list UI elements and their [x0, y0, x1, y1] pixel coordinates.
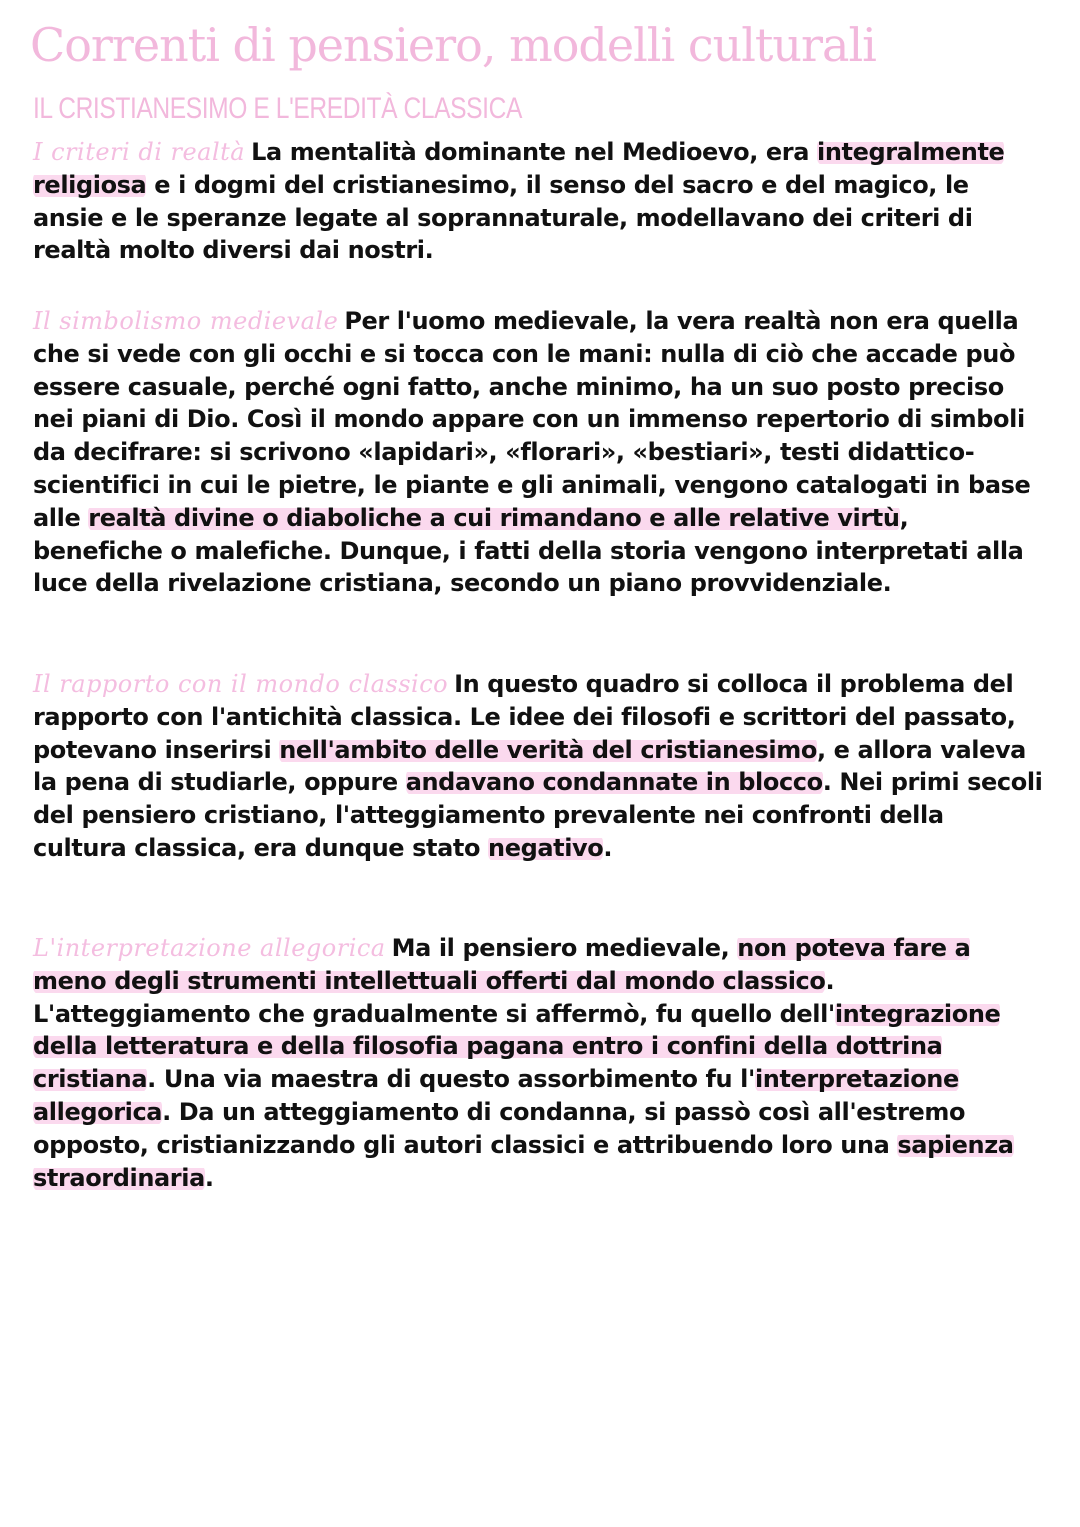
highlighted-text: realtà divine o diaboliche a cui rimandano e alle relative virtù	[88, 503, 900, 532]
page-title-text: Correnti di pensiero, modelli culturali	[30, 18, 876, 72]
body-text: .	[204, 1163, 214, 1192]
paragraph-simbolismo-medievale	[33, 305, 1043, 600]
highlighted-text: integrazione della letteratura e della filosofia pagana entro i confini della dottrina cristiana	[33, 999, 1001, 1094]
paragraph-heading: L'interpretazione allegorica	[33, 934, 386, 962]
body-text: . Una via maestra di questo assorbimento fu l'	[147, 1065, 755, 1094]
paragraph-heading: Il rapporto con il mondo classico	[33, 670, 449, 698]
paragraph-interpretazione-allegorica	[33, 932, 1043, 1194]
highlighted-text: non poteva fare a meno degli strumenti intellettuali offerti dal mondo classico	[33, 934, 971, 995]
body-text: . L'atteggiamento che gradualmente si affermò, fu quello dell'	[33, 966, 835, 1028]
highlighted-text: integralmente religiosa	[33, 138, 1005, 199]
highlighted-text: nell'ambito delle verità del cristianesimo	[279, 735, 817, 764]
highlighted-text: andavano condannate in blocco	[405, 768, 823, 797]
paragraph-heading: Il simbolismo medievale	[33, 307, 339, 335]
page-title	[30, 18, 876, 72]
body-text: e i dogmi del cristianesimo, il senso del sacro e del magico, le ansie e le speranze legate al soprannaturale, modellavano dei criteri di realtà molto diversi dai nostri.	[33, 170, 973, 265]
paragraph-rapporto-mondo-classico	[33, 668, 1043, 865]
highlighted-text: negativo	[488, 833, 604, 862]
highlighted-text: interpretazione allegorica	[33, 1065, 959, 1126]
body-text: . Da un atteggiamento di condanna, si passò così all'estremo opposto, cristianizzando gli autori classici e attribuendo loro una	[33, 1097, 966, 1159]
body-text: In questo quadro si colloca il problema del rapporto con l'antichità classica. Le idee dei filosofi e scrittori del passato, potevano inserirsi	[33, 670, 1016, 764]
paragraph-criteri-di-realta	[33, 136, 1043, 267]
paragraph-heading: I criteri di realtà	[33, 138, 246, 166]
body-text: , e allora valeva la pena di studiarle, oppure	[33, 735, 1026, 797]
body-text: Per l'uomo medievale, la vera realtà non era quella che si vede con gli occhi e si tocca con le mani: nulla di ciò che accade può essere casuale, perché ogni fatto, anche minimo, ha un suo posto preciso nei piani di Dio. Così il mondo appare con un immenso repertorio di simboli da decifrare: si scrivono «lapidari», «florari», «bestiari», testi didattico-scientifici in cui le pietre, le piante e gli animali, vengono catalogati in base alle	[33, 307, 1031, 532]
section-subtitle: IL CRISTIANESIMO E L'EREDITÀ CLASSICA	[33, 92, 522, 125]
highlighted-text: sapienza straordinaria	[33, 1130, 1014, 1192]
body-text: , benefiche o malefiche. Dunque, i fatti della storia vengono interpretati alla luce della rivelazione cristiana, secondo un piano provvidenziale.	[33, 503, 1024, 598]
body-text: .	[603, 833, 613, 862]
body-text: Ma il pensiero medievale,	[391, 934, 738, 962]
body-text: . Nei primi secoli del pensiero cristiano, l'atteggiamento prevalente nei confronti della cultura classica, era dunque stato	[33, 768, 1043, 862]
body-text: La mentalità dominante nel Medioevo, era	[251, 138, 817, 166]
